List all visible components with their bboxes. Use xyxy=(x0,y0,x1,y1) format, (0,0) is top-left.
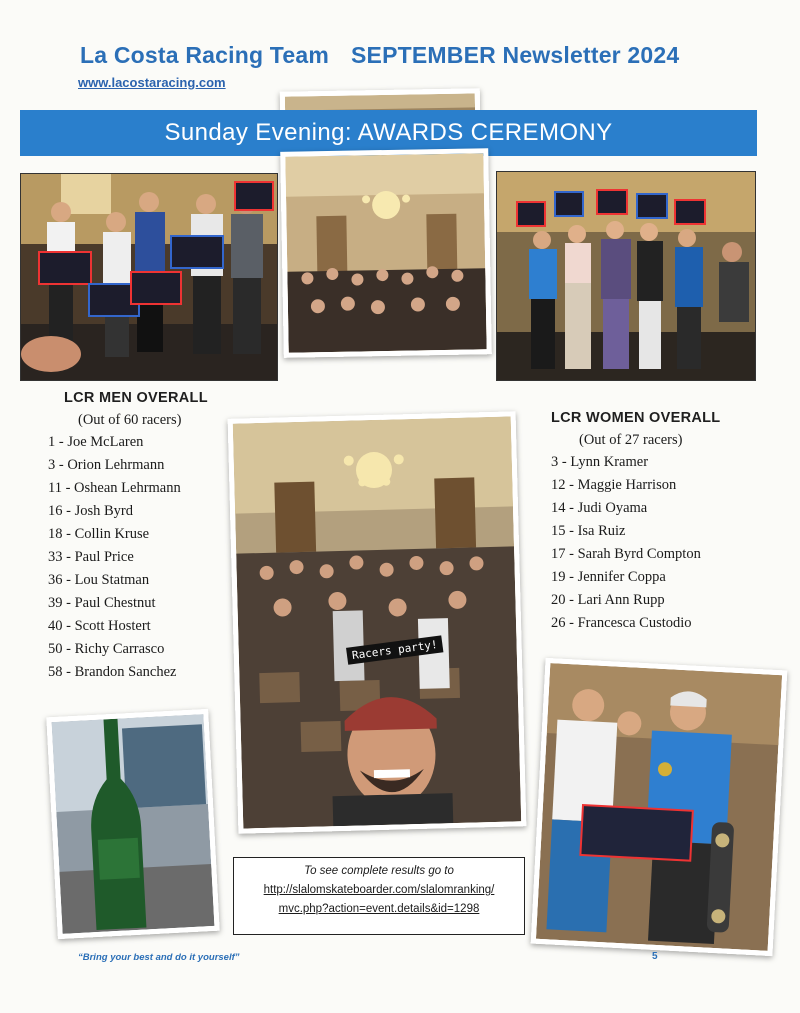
result-row: 20 - Lari Ann Rupp xyxy=(551,592,665,608)
result-row: 50 - Richy Carrasco xyxy=(48,641,165,657)
women-podium-photo xyxy=(496,171,756,381)
result-row: 33 - Paul Price xyxy=(48,549,134,565)
men-results-heading: LCR MEN OVERALL xyxy=(64,390,208,406)
newsletter-title xyxy=(80,42,679,69)
result-row: 14 - Judi Oyama xyxy=(551,500,648,516)
result-row: 40 - Scott Hostert xyxy=(48,618,151,634)
ceremony-hall-photo xyxy=(280,148,492,358)
result-row: 19 - Jennifer Coppa xyxy=(551,569,666,585)
section-banner: Sunday Evening: AWARDS CEREMONY xyxy=(20,110,757,156)
racers-party-photo xyxy=(228,411,527,833)
medal-presentation-photo xyxy=(531,658,788,956)
result-row: 3 - Lynn Kramer xyxy=(551,454,649,470)
result-row: 58 - Brandon Sanchez xyxy=(48,664,177,680)
men-results-subheading: (Out of 60 racers) xyxy=(78,412,182,428)
complete-results-box xyxy=(233,857,525,935)
team-name: La Costa Racing Team xyxy=(80,42,329,68)
result-row: 11 - Oshean Lehrmann xyxy=(48,480,181,496)
results-link-line1[interactable]: http://slalomskateboarder.com/slalomranking/ xyxy=(263,884,495,896)
women-results xyxy=(551,410,720,635)
footer-quote: “Bring your best and do it yourself” xyxy=(78,952,240,963)
result-row: 15 - Isa Ruiz xyxy=(551,523,626,539)
result-row: 39 - Paul Chestnut xyxy=(48,595,156,611)
result-row: 18 - Collin Kruse xyxy=(48,526,150,542)
result-row: 17 - Sarah Byrd Compton xyxy=(551,546,701,562)
website-link[interactable]: www.lacostaracing.com xyxy=(78,75,226,90)
result-row: 26 - Francesca Custodio xyxy=(551,615,692,631)
men-results xyxy=(48,390,208,684)
women-results-heading: LCR WOMEN OVERALL xyxy=(551,410,721,426)
men-podium-photo xyxy=(20,173,278,381)
page-number: 5 xyxy=(652,951,658,962)
results-intro: To see complete results go to xyxy=(304,865,454,877)
result-row: 16 - Josh Byrd xyxy=(48,503,133,519)
issue-name: SEPTEMBER Newsletter 2024 xyxy=(350,42,680,68)
result-row: 36 - Lou Statman xyxy=(48,572,150,588)
women-results-subheading: (Out of 27 racers) xyxy=(579,432,683,448)
result-row: 3 - Orion Lehrmann xyxy=(48,457,165,473)
bottle-photo xyxy=(46,709,219,939)
result-row: 1 - Joe McLaren xyxy=(48,434,144,450)
result-row: 12 - Maggie Harrison xyxy=(551,477,677,493)
results-link-line2[interactable]: mvc.php?action=event.details&id=1298 xyxy=(278,903,480,915)
party-caption: Racers party! xyxy=(346,635,443,664)
